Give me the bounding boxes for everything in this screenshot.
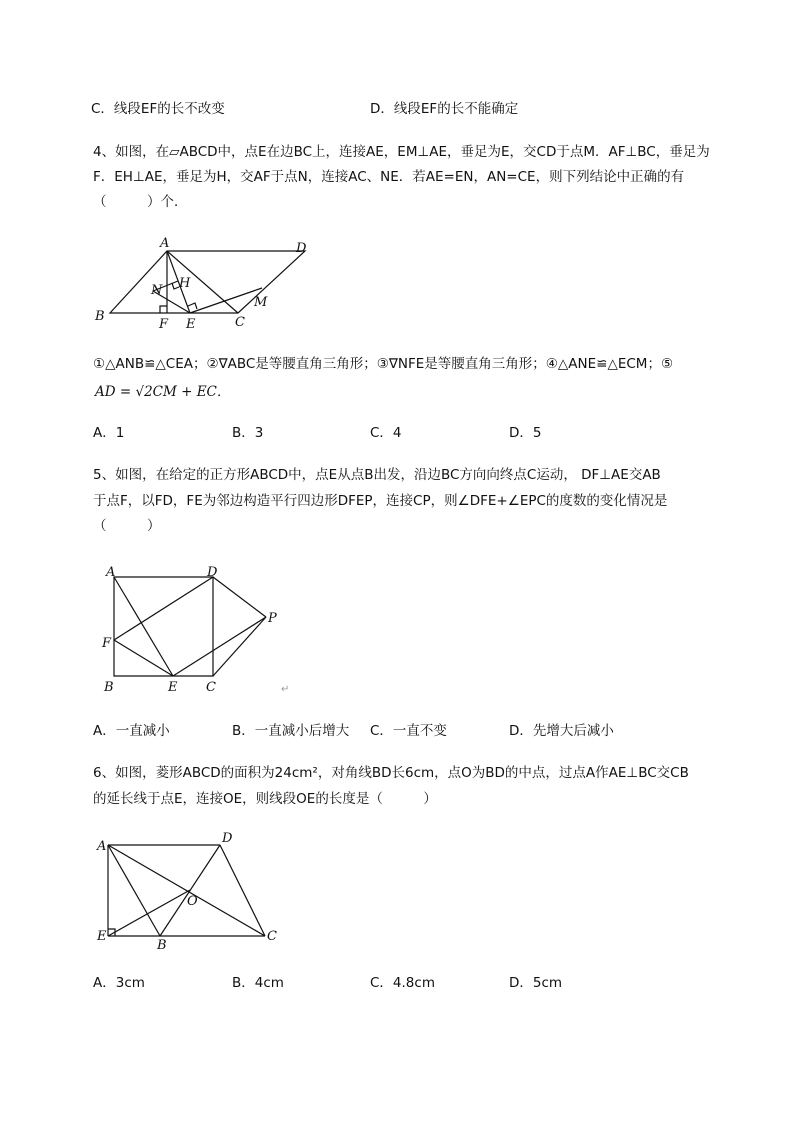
q4-label-e: E	[186, 317, 196, 332]
q4-label-h: H	[179, 276, 191, 291]
q4-label-f: F	[159, 317, 169, 332]
q5-stem-line1: 5、如图，在给定的正方形ABCD中，点E从点B出发，沿边BC方向向终点C运动， DF⊥AE交AB	[93, 467, 661, 483]
q4-label-c: C	[235, 315, 245, 330]
q4-statements-line1: ①△ANB≌△CEA；②∇ABC是等腰直角三角形；③∇NFE是等腰直角三角形；④△ANE≌△ECM；⑤	[93, 356, 674, 372]
q6-label-d: D	[222, 831, 233, 846]
q6-option-c: C．4.8cm	[370, 975, 435, 991]
q4-stem-line2: F．EH⊥AE，垂足为H，交AF于点N，连接AC、NE．若AE=EN，AN=CE，则下列结论中正确的有	[93, 169, 685, 185]
q4-option-a: A．1	[93, 425, 125, 441]
q6-option-b: B．4cm	[232, 975, 284, 991]
q6-label-e: E	[97, 929, 107, 944]
q6-label-a: A	[97, 839, 107, 854]
q6-option-a: A．3cm	[93, 975, 145, 991]
q5-stem-line2: 于点F，以FD，FE为邻边构造平行四边形DFEP，连接CP，则∠DFE+∠EPC的度数的变化情况是	[93, 493, 668, 509]
q5-label-e: E	[168, 680, 178, 695]
q5-stem-line3: （ ）	[93, 518, 161, 534]
q4-label-d: D	[296, 241, 307, 256]
q4-label-m: M	[254, 295, 268, 310]
q5-label-d: D	[207, 565, 218, 580]
q5-option-c: C．一直不变	[370, 723, 447, 739]
q6-stem-line1: 6、如图，菱形ABCD的面积为24cm²，对角线BD长6cm，点O为BD的中点，过点A作AE⊥BC交CB	[93, 765, 689, 781]
q4-stem-line3: （ ）个．	[93, 194, 188, 210]
q3-option-c: C．线段EF的长不改变	[91, 101, 225, 117]
q3-option-d: D．线段EF的长不能确定	[370, 101, 519, 117]
q6-segment-eo	[108, 890, 190, 936]
q4-label-a: A	[160, 236, 170, 251]
q4-option-c: C．4	[370, 425, 402, 441]
q5-label-f: F	[102, 636, 112, 651]
q5-return-mark: ↵	[281, 684, 290, 695]
q5-option-d: D．先增大后减小	[509, 723, 614, 739]
q6-label-b: B	[157, 938, 167, 953]
q6-label-c: C	[267, 929, 277, 944]
q5-label-b: B	[104, 680, 114, 695]
q4-stem-line1: 4、如图，在▱ABCD中，点E在边BC上，连接AE，EM⊥AE，垂足为E，交CD于点M．AF⊥BC，垂足为	[93, 144, 710, 160]
q6-figure-lines	[108, 845, 265, 936]
q5-label-c: C	[206, 680, 216, 695]
q5-option-b: B．一直减小后增大	[232, 723, 350, 739]
q6-stem-line2: 的延长线于点E，连接OE，则线段OE的长度是（ ）	[93, 791, 437, 807]
q4-label-b: B	[95, 309, 105, 324]
q6-segment-ab	[108, 845, 160, 936]
q4-option-d: D．5	[509, 425, 542, 441]
q4-option-b: B．3	[232, 425, 264, 441]
q5-option-a: A．一直减小	[93, 723, 170, 739]
q4-label-n: N	[151, 283, 163, 298]
q5-label-a: A	[106, 565, 116, 580]
q4-statements-line2: AD = √2CM + EC．	[95, 384, 231, 400]
q6-label-o: O	[187, 894, 198, 909]
q5-label-p: P	[268, 611, 277, 626]
q6-option-d: D．5cm	[509, 975, 563, 991]
